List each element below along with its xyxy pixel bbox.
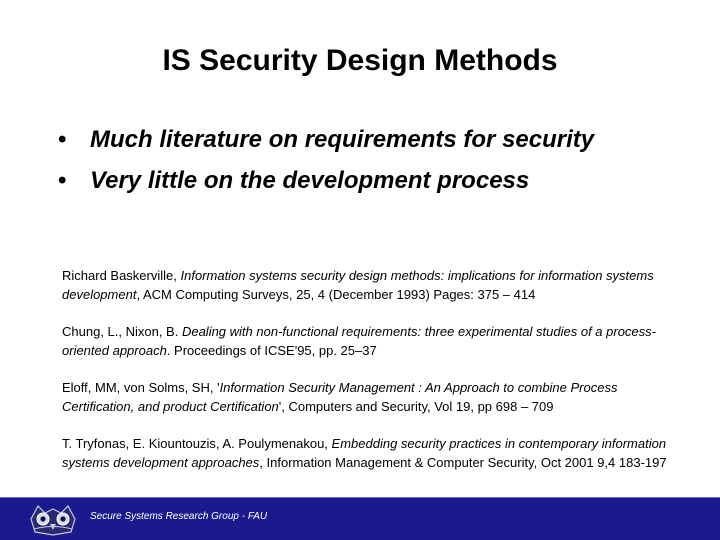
reference-title: Dealing with non-functional requirements: three experimental studies of a process-oriented approach [62,324,656,358]
reference-item [62,266,687,304]
owl-logo-icon [28,502,78,536]
reference-item [62,378,687,416]
bullet-list [58,124,678,206]
bullet-marker: • [58,126,67,153]
bullet-text: Very little on the development process [90,167,530,194]
slide-title: IS Security Design Methods [162,44,558,77]
reference-authors: Eloff, MM, von Solms, SH, ' [62,380,220,395]
footer-bar [0,497,720,540]
bullet-item [58,124,678,155]
reference-item [62,322,687,360]
reference-title: Information systems security design methods: implications for information systems development [62,268,654,302]
reference-source: , Information Management & Computer Security, Oct 2001 9,4 183-197 [259,455,667,470]
footer-text: Secure Systems Research Group - FAU [90,511,268,522]
reference-authors: T. Tryfonas, E. Kiountouzis, A. Poulymenakou, [62,436,332,451]
reference-source: , ACM Computing Surveys, 25, 4 (December 1993) Pages: 375 – 414 [136,287,536,302]
bullet-item [58,165,678,196]
bullet-marker: • [58,167,67,194]
bullet-text: Much literature on requirements for security [90,126,595,153]
reference-title: Information Security Management : An Approach to combine Process Certification, and product Certification [62,380,618,414]
reference-title: Embedding security practices in contemporary information systems development approaches [62,436,667,470]
reference-source: . Proceedings of ICSE'95, pp. 25–37 [166,343,377,358]
reference-authors: Chung, L., Nixon, B. [62,324,182,339]
reference-authors: Richard Baskerville, [62,268,181,283]
reference-list [62,266,687,490]
reference-item [62,434,687,472]
reference-source: ', Computers and Security, Vol 19, pp 698 – 709 [278,399,554,414]
